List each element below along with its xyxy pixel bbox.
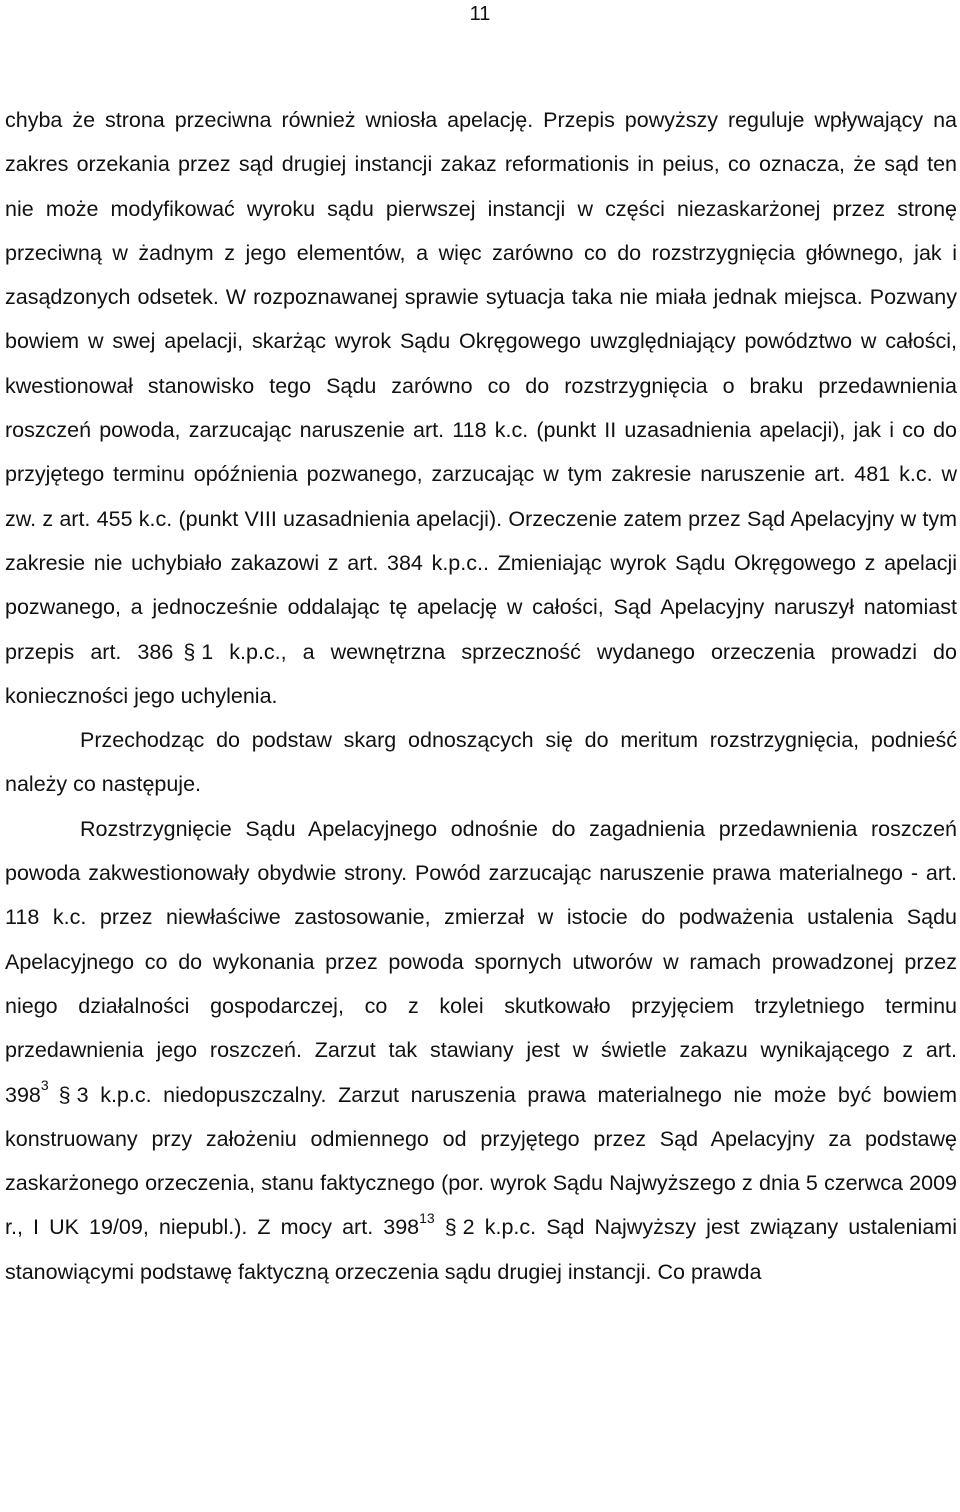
paragraph-3-text-b: k.p.c. niedopuszczalny. Zarzut naruszenia prawa materialnego nie może być bowiem konstruowany przy założeniu odmiennego od przyjętego przez Sąd Apelacyjny za podstawę zaskarżonego orzeczenia, stanu faktycznego (por. wyrok Sądu Najwyższego z dnia 5 czerwca 2009 r., I UK 19/09, niepubl.). Z mocy art. 398 <box>5 1082 957 1240</box>
paragraph-1 <box>5 98 957 718</box>
paragraph-3-text-a: Rozstrzygnięcie Sądu Apelacyjnego odnośnie do zagadnienia przedawnienia roszczeń powoda zakwestionowały obydwie strony. Powód zarzucając naruszenie prawa materialnego - art. 118 k.c. przez niewłaściwe zastosowanie, zmierzał w istocie do podważenia ustalenia Sądu Apelacyjnego co do wykonania przez powoda spornych utworów w ramach prowadzonej przez niego działalności gospodarczej, co z kolei skutkowało przyjęciem trzyletniego terminu przedawnienia jego roszczeń. Zarzut tak stawiany jest w świetle zakazu wynikającego z art. 398 <box>5 816 957 1107</box>
document-body <box>5 98 957 1294</box>
paragraph-3-section-number-2: 2 <box>462 1215 475 1240</box>
superscript-3: 3 <box>40 1077 49 1094</box>
paragraph-2: Przechodząc do podstaw skarg odnoszących się do meritum rozstrzygnięcia, podnieść należy co następuje. <box>5 728 957 797</box>
section-sign: § <box>183 639 196 664</box>
superscript-13: 13 <box>419 1210 435 1227</box>
paragraph-1-section-number: 1 <box>201 639 214 664</box>
section-sign: § <box>58 1082 71 1107</box>
paragraph-3 <box>5 807 957 1294</box>
section-sign: § <box>444 1215 457 1240</box>
paragraph-3-section-number-1: 3 <box>76 1082 89 1107</box>
page-number: 11 <box>469 3 491 25</box>
paragraph-1-text-b: k.p.c., a wewnętrzna sprzeczność wydanego orzeczenia prowadzi do konieczności jego uchylenia. <box>5 639 957 708</box>
paragraph-3-text-c: k.p.c. Sąd Najwyższy jest związany ustaleniami stanowiącymi podstawę faktyczną orzeczenia sądu drugiej instancji. Co prawda <box>5 1215 957 1284</box>
paragraph-1-text-a: chyba że strona przeciwna również wniosła apelację. Przepis powyższy reguluje wpływający na zakres orzekania przez sąd drugiej instancji zakaz reformationis in peius, co oznacza, że sąd ten nie może modyfikować wyroku sądu pierwszej instancji w części niezaskarżonej przez stronę przeciwną w żadnym z jego elementów, a więc zarówno co do rozstrzygnięcia głównego, jak i zasądzonych odsetek. W rozpoznawanej sprawie sytuacja taka nie miała jednak miejsca. Pozwany bowiem w swej apelacji, skarżąc wyrok Sądu Okręgowego uwzględniający powództwo w całości, kwestionował stanowisko tego Sądu zarówno co do rozstrzygnięcia o braku przedawnienia roszczeń powoda, zarzucając naruszenie art. 118 k.c. (punkt II uzasadnienia apelacji), jak i co do przyjętego terminu opóźnienia pozwanego, zarzucając w tym zakresie naruszenie art. 481 k.c. w zw. z art. 455 k.c. (punkt VIII uzasadnienia apelacji). Orzeczenie zatem przez Sąd Apelacyjny w tym zakresie nie uchybiało zakazowi z art. 384 k.p.c.. Zmieniając wyrok Sądu Okręgowego z apelacji pozwanego, a jednocześnie oddalając tę apelację w całości, Sąd Apelacyjny naruszył natomiast przepis art. 386 <box>5 108 957 664</box>
